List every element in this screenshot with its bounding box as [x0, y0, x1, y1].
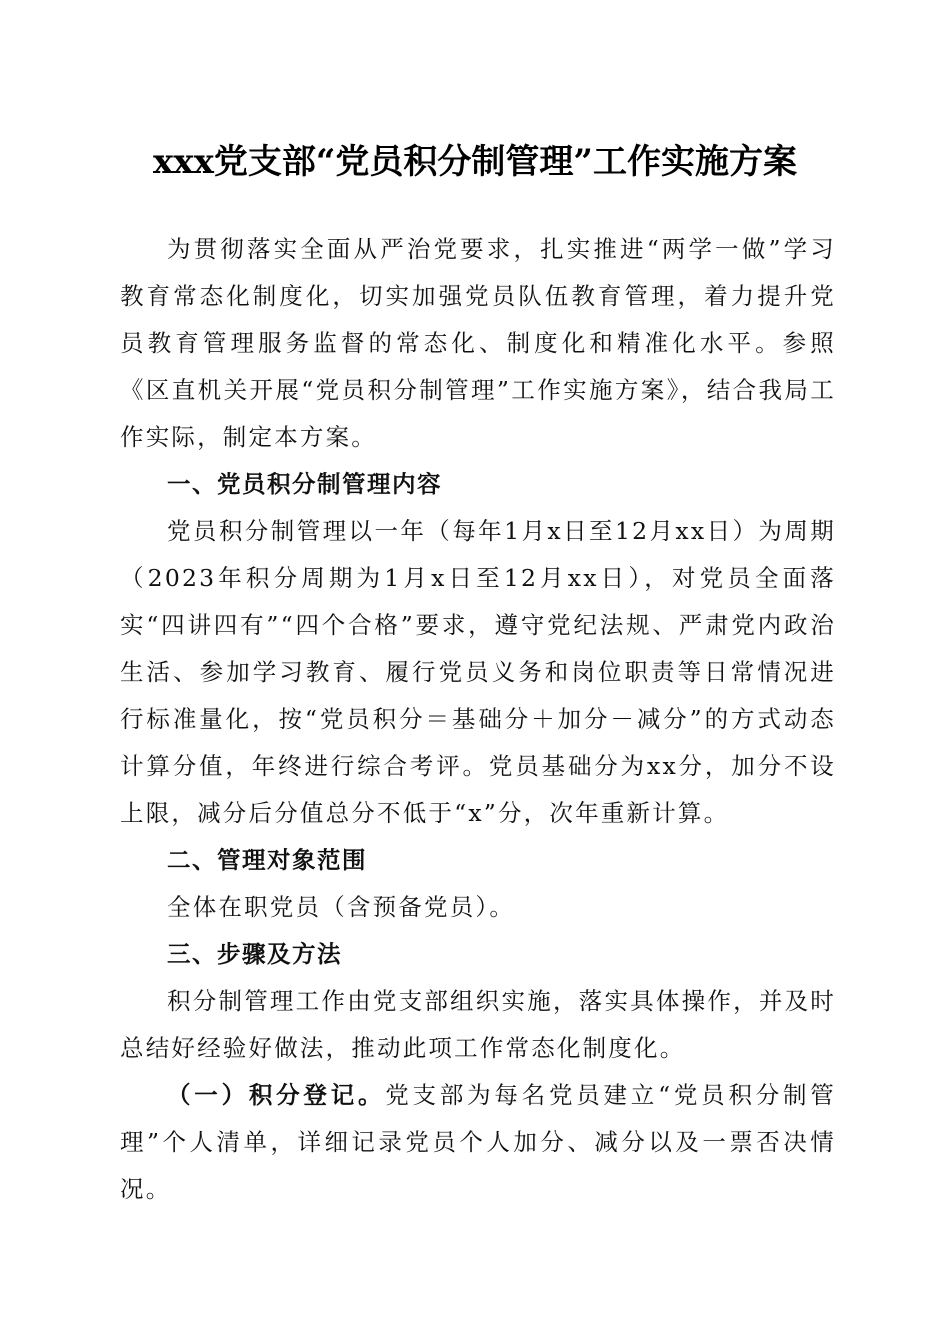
section-heading-scope: 二、管理对象范围 — [167, 846, 367, 874]
section-paragraph-scope: 全体在职党员（含预备党员）。 — [167, 893, 516, 921]
item-body-registration: 党支部为每名党员建立“党员积分制管理”个人清单，详细记录党员个人加分、减分以及一票否决情况。 — [120, 1081, 836, 1203]
section-paragraph-content: 党员积分制管理以一年（每年1月x日至12月xx日）为周期（2023年积分周期为1月x日至12月xx日），对党员全面落实“四讲四有”“四个合格”要求，遵守党纪法规、严肃党内政治生活、参加学习教育、履行党员义务和岗位职责等日常情况进行标准量化，按“党员积分＝基础分＋加分－减分”的方式动态计算分值，年终进行综合考评。党员基础分为xx分，加分不设上限，减分后分值总分不低于“x”分，次年重新计算。 — [120, 517, 836, 827]
document-title: xxx党支部“党员积分制管理”工作实施方案 — [153, 142, 797, 182]
section-heading-content: 一、党员积分制管理内容 — [167, 470, 442, 498]
item-paragraph-registration — [120, 1072, 836, 1213]
intro-paragraph: 为贯彻落实全面从严治党要求，扎实推进“两学一做”学习教育常态化制度化，切实加强党员队伍教育管理，着力提升党员教育管理服务监督的常态化、制度化和精准化水平。参照《区直机关开展“党员积分制管理”工作实施方案》，结合我局工作实际，制定本方案。 — [120, 235, 836, 451]
section-paragraph-steps: 积分制管理工作由党支部组织实施，落实具体操作，并及时总结好经验好做法，推动此项工作常态化制度化。 — [120, 987, 836, 1062]
document-body — [120, 226, 836, 1213]
section-heading-steps: 三、步骤及方法 — [167, 940, 342, 968]
item-lead-registration: （一）积分登记。 — [167, 1081, 386, 1109]
